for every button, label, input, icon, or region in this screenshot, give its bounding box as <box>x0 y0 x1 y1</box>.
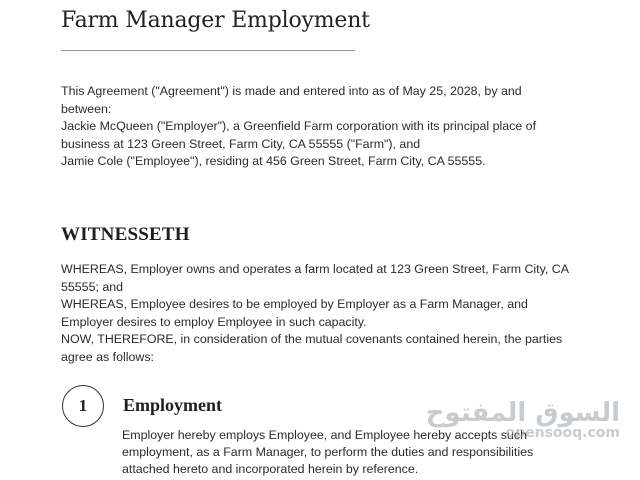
intro-line: This Agreement ("Agreement") is made and entered into as of May 25, 2028, by and <box>61 84 522 98</box>
witness-line: NOW, THEREFORE, in consideration of the mutual covenants contained herein, the parties <box>61 332 563 346</box>
intro-paragraph <box>61 83 581 171</box>
section-number-badge <box>62 385 104 427</box>
section-body-employment <box>122 427 592 478</box>
section-heading-employment: Employment <box>123 395 222 415</box>
title-divider <box>61 50 355 51</box>
witness-line: Employer desires to employ Employee in such capacity. <box>61 314 367 329</box>
section-number: 1 <box>78 396 88 415</box>
intro-line: business at 123 Green Street, Farm City, CA 55555 ("Farm"), and <box>61 136 421 151</box>
section-line: attached hereto and incorporated herein by reference. <box>122 462 419 476</box>
intro-line: between: <box>61 101 112 116</box>
intro-line: Jackie McQueen ("Employer"), a Greenfield Farm corporation with its principal place of <box>61 119 537 133</box>
document-title: Farm Manager Employment <box>61 8 370 33</box>
intro-line: Jamie Cole ("Employee"), residing at 456 Green Street, Farm City, CA 55555. <box>61 154 486 168</box>
watermark-site-text: opensooq.com <box>505 425 620 441</box>
section-line: employment, as a Farm Manager, to perform the duties and responsibilities <box>122 445 534 459</box>
witnesseth-heading: WITNESSETH <box>61 224 190 245</box>
witness-line: 55555; and <box>61 279 124 294</box>
witnesseth-paragraph <box>61 261 581 366</box>
witness-line: WHEREAS, Employer owns and operates a farm located at 123 Green Street, Farm City, CA <box>61 262 569 276</box>
watermark-arabic-text: السوق المفتوح <box>425 398 620 428</box>
section-line: Employer hereby employs Employee, and Employee hereby accepts such <box>122 428 527 442</box>
witness-line: agree as follows: <box>61 349 154 364</box>
witness-line: WHEREAS, Employee desires to be employed by Employer as a Farm Manager, and <box>61 297 528 311</box>
